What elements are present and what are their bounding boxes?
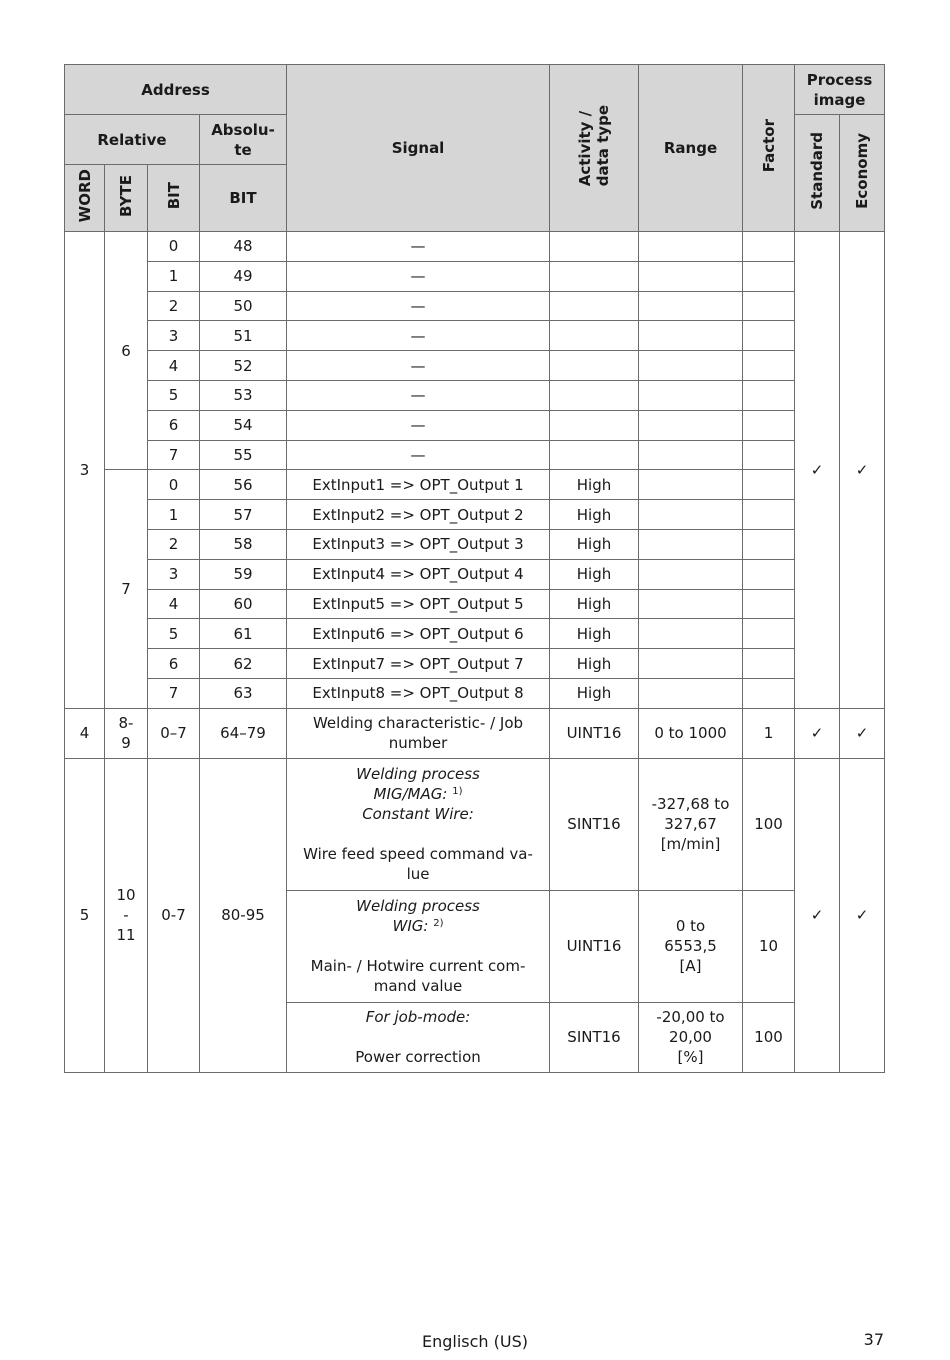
type-cell xyxy=(550,261,639,291)
header-economy: Economy xyxy=(840,115,885,232)
abs-bit-cell: 55 xyxy=(200,440,287,470)
range-cell xyxy=(639,351,743,381)
type-cell: High xyxy=(550,470,639,500)
factor-cell xyxy=(743,470,795,500)
factor-cell xyxy=(743,410,795,440)
abs-bit-cell: 50 xyxy=(200,291,287,321)
range-cell xyxy=(639,470,743,500)
type-cell: UINT16 xyxy=(550,890,639,1002)
signal-cell: — xyxy=(287,440,550,470)
table-row xyxy=(65,351,885,381)
footer-language: Englisch (US) xyxy=(421,1332,528,1351)
factor-cell xyxy=(743,500,795,530)
signal-cell xyxy=(287,1002,550,1072)
range-cell xyxy=(639,291,743,321)
signal-text: Wire feed speed command va- lue xyxy=(303,845,533,884)
table-row xyxy=(65,470,885,500)
table-row xyxy=(65,559,885,589)
bit-cell: 3 xyxy=(148,559,200,589)
bit-cell: 4 xyxy=(148,589,200,619)
header-byte: BYTE xyxy=(105,165,148,232)
standard-check: ✓ xyxy=(795,758,840,1072)
abs-bit-cell: 62 xyxy=(200,649,287,679)
type-cell xyxy=(550,410,639,440)
range-cell: -20,00 to 20,00 [%] xyxy=(639,1002,743,1072)
factor-cell xyxy=(743,351,795,381)
word-cell: 4 xyxy=(65,708,105,758)
economy-check: ✓ xyxy=(840,232,885,709)
table-row xyxy=(65,529,885,559)
type-cell xyxy=(550,351,639,381)
signal-cell: — xyxy=(287,351,550,381)
process-label: Welding process xyxy=(356,897,480,916)
factor-cell: 100 xyxy=(743,1002,795,1072)
table-row xyxy=(65,232,885,262)
table-body xyxy=(65,232,885,1073)
type-cell xyxy=(550,291,639,321)
range-cell: 0 to 1000 xyxy=(639,708,743,758)
table-row xyxy=(65,619,885,649)
type-cell: High xyxy=(550,589,639,619)
header-absolute: Absolu- te xyxy=(200,115,287,165)
table-row-word-4 xyxy=(65,708,885,758)
factor-cell xyxy=(743,678,795,708)
bit-cell: 0-7 xyxy=(148,758,200,1072)
range-cell xyxy=(639,589,743,619)
header-abs-bit: BIT xyxy=(200,165,287,232)
standard-check: ✓ xyxy=(795,232,840,709)
abs-bit-cell: 59 xyxy=(200,559,287,589)
header-signal: Signal xyxy=(287,65,550,232)
factor-cell xyxy=(743,440,795,470)
abs-bit-cell: 61 xyxy=(200,619,287,649)
factor-cell xyxy=(743,232,795,262)
signal-cell: — xyxy=(287,232,550,262)
bit-cell: 0 xyxy=(148,470,200,500)
standard-check: ✓ xyxy=(795,708,840,758)
bit-cell: 5 xyxy=(148,619,200,649)
bit-cell: 6 xyxy=(148,649,200,679)
factor-cell: 100 xyxy=(743,758,795,890)
table-row xyxy=(65,678,885,708)
header-standard: Standard xyxy=(795,115,840,232)
signal-cell: — xyxy=(287,321,550,351)
abs-bit-cell: 56 xyxy=(200,470,287,500)
type-cell: High xyxy=(550,678,639,708)
bit-cell: 7 xyxy=(148,440,200,470)
bit-cell: 5 xyxy=(148,380,200,410)
factor-cell xyxy=(743,649,795,679)
process-label: Welding process xyxy=(356,765,480,784)
range-cell xyxy=(639,321,743,351)
type-cell: UINT16 xyxy=(550,708,639,758)
mode-label: Constant Wire: xyxy=(362,805,474,824)
factor-cell xyxy=(743,589,795,619)
table-row-word-5 xyxy=(65,758,885,890)
header-bit: BIT xyxy=(148,165,200,232)
bit-cell: 7 xyxy=(148,678,200,708)
type-cell: SINT16 xyxy=(550,1002,639,1072)
abs-bit-cell: 52 xyxy=(200,351,287,381)
factor-cell: 10 xyxy=(743,890,795,1002)
signal-cell: ExtInput1 => OPT_Output 1 xyxy=(287,470,550,500)
abs-bit-cell: 53 xyxy=(200,380,287,410)
range-cell xyxy=(639,232,743,262)
range-cell xyxy=(639,440,743,470)
signal-text: Power correction xyxy=(355,1048,481,1067)
range-cell: 0 to 6553,5 [A] xyxy=(639,890,743,1002)
abs-bit-cell: 64–79 xyxy=(200,708,287,758)
factor-cell xyxy=(743,559,795,589)
abs-bit-cell: 57 xyxy=(200,500,287,530)
type-cell xyxy=(550,232,639,262)
signal-cell: — xyxy=(287,291,550,321)
word-cell: 3 xyxy=(65,232,105,709)
table-row xyxy=(65,380,885,410)
header-relative: Relative xyxy=(65,115,200,165)
abs-bit-cell: 54 xyxy=(200,410,287,440)
byte-cell: 8- 9 xyxy=(105,708,148,758)
abs-bit-cell: 63 xyxy=(200,678,287,708)
bit-cell: 0–7 xyxy=(148,708,200,758)
range-cell xyxy=(639,619,743,649)
table-row xyxy=(65,649,885,679)
header-address: Address xyxy=(65,65,287,115)
process-name: WIG: xyxy=(392,917,429,936)
signal-cell: ExtInput8 => OPT_Output 8 xyxy=(287,678,550,708)
type-cell: High xyxy=(550,529,639,559)
footnote-ref: 1) xyxy=(452,786,463,798)
abs-bit-cell: 80-95 xyxy=(200,758,287,1072)
type-cell xyxy=(550,321,639,351)
bit-cell: 0 xyxy=(148,232,200,262)
footnote-ref: 2) xyxy=(433,918,444,930)
range-cell xyxy=(639,500,743,530)
type-cell: High xyxy=(550,559,639,589)
signal-cell: ExtInput7 => OPT_Output 7 xyxy=(287,649,550,679)
economy-check: ✓ xyxy=(840,708,885,758)
table-row xyxy=(65,440,885,470)
type-cell: SINT16 xyxy=(550,758,639,890)
header-factor: Factor xyxy=(743,65,795,232)
range-cell xyxy=(639,380,743,410)
table-row xyxy=(65,321,885,351)
signal-cell xyxy=(287,890,550,1002)
factor-cell: 1 xyxy=(743,708,795,758)
signal-cell: ExtInput3 => OPT_Output 3 xyxy=(287,529,550,559)
table-row xyxy=(65,589,885,619)
type-cell: High xyxy=(550,649,639,679)
signal-cell: ExtInput5 => OPT_Output 5 xyxy=(287,589,550,619)
abs-bit-cell: 58 xyxy=(200,529,287,559)
byte-cell: 7 xyxy=(105,470,148,708)
bit-cell: 6 xyxy=(148,410,200,440)
word-cell: 5 xyxy=(65,758,105,1072)
range-cell xyxy=(639,261,743,291)
signal-cell: — xyxy=(287,261,550,291)
abs-bit-cell: 49 xyxy=(200,261,287,291)
type-cell: High xyxy=(550,500,639,530)
signal-cell: — xyxy=(287,410,550,440)
signal-cell: Welding characteristic- / Job number xyxy=(287,708,550,758)
signal-cell: ExtInput2 => OPT_Output 2 xyxy=(287,500,550,530)
byte-cell: 10 - 11 xyxy=(105,758,148,1072)
range-cell: -327,68 to 327,67 [m/min] xyxy=(639,758,743,890)
range-cell xyxy=(639,410,743,440)
bit-cell: 3 xyxy=(148,321,200,351)
header-activity: Activity / data type xyxy=(550,65,639,232)
range-cell xyxy=(639,529,743,559)
header-process-image: Process image xyxy=(795,65,885,115)
bit-cell: 1 xyxy=(148,500,200,530)
table-row xyxy=(65,261,885,291)
table-row xyxy=(65,500,885,530)
abs-bit-cell: 51 xyxy=(200,321,287,351)
type-cell xyxy=(550,440,639,470)
signal-cell xyxy=(287,758,550,890)
bit-cell: 2 xyxy=(148,529,200,559)
header-word: WORD xyxy=(65,165,105,232)
signal-cell: ExtInput4 => OPT_Output 4 xyxy=(287,559,550,589)
byte-cell: 6 xyxy=(105,232,148,470)
economy-check: ✓ xyxy=(840,758,885,1072)
factor-cell xyxy=(743,380,795,410)
abs-bit-cell: 48 xyxy=(200,232,287,262)
header-range: Range xyxy=(639,65,743,232)
range-cell xyxy=(639,678,743,708)
factor-cell xyxy=(743,619,795,649)
factor-cell xyxy=(743,321,795,351)
page-number: 37 xyxy=(863,1330,884,1349)
bit-cell: 1 xyxy=(148,261,200,291)
table-row xyxy=(65,291,885,321)
range-cell xyxy=(639,649,743,679)
signal-text: Main- / Hotwire current com- mand value xyxy=(310,957,526,996)
table-row xyxy=(65,410,885,440)
range-cell xyxy=(639,559,743,589)
bit-cell: 4 xyxy=(148,351,200,381)
bit-cell: 2 xyxy=(148,291,200,321)
signal-cell: ExtInput6 => OPT_Output 6 xyxy=(287,619,550,649)
factor-cell xyxy=(743,291,795,321)
abs-bit-cell: 60 xyxy=(200,589,287,619)
mode-label: For job-mode: xyxy=(365,1008,471,1027)
type-cell xyxy=(550,380,639,410)
factor-cell xyxy=(743,261,795,291)
signal-table xyxy=(64,64,885,1073)
factor-cell xyxy=(743,529,795,559)
type-cell: High xyxy=(550,619,639,649)
process-name: MIG/MAG: xyxy=(373,785,448,804)
signal-cell: — xyxy=(287,380,550,410)
